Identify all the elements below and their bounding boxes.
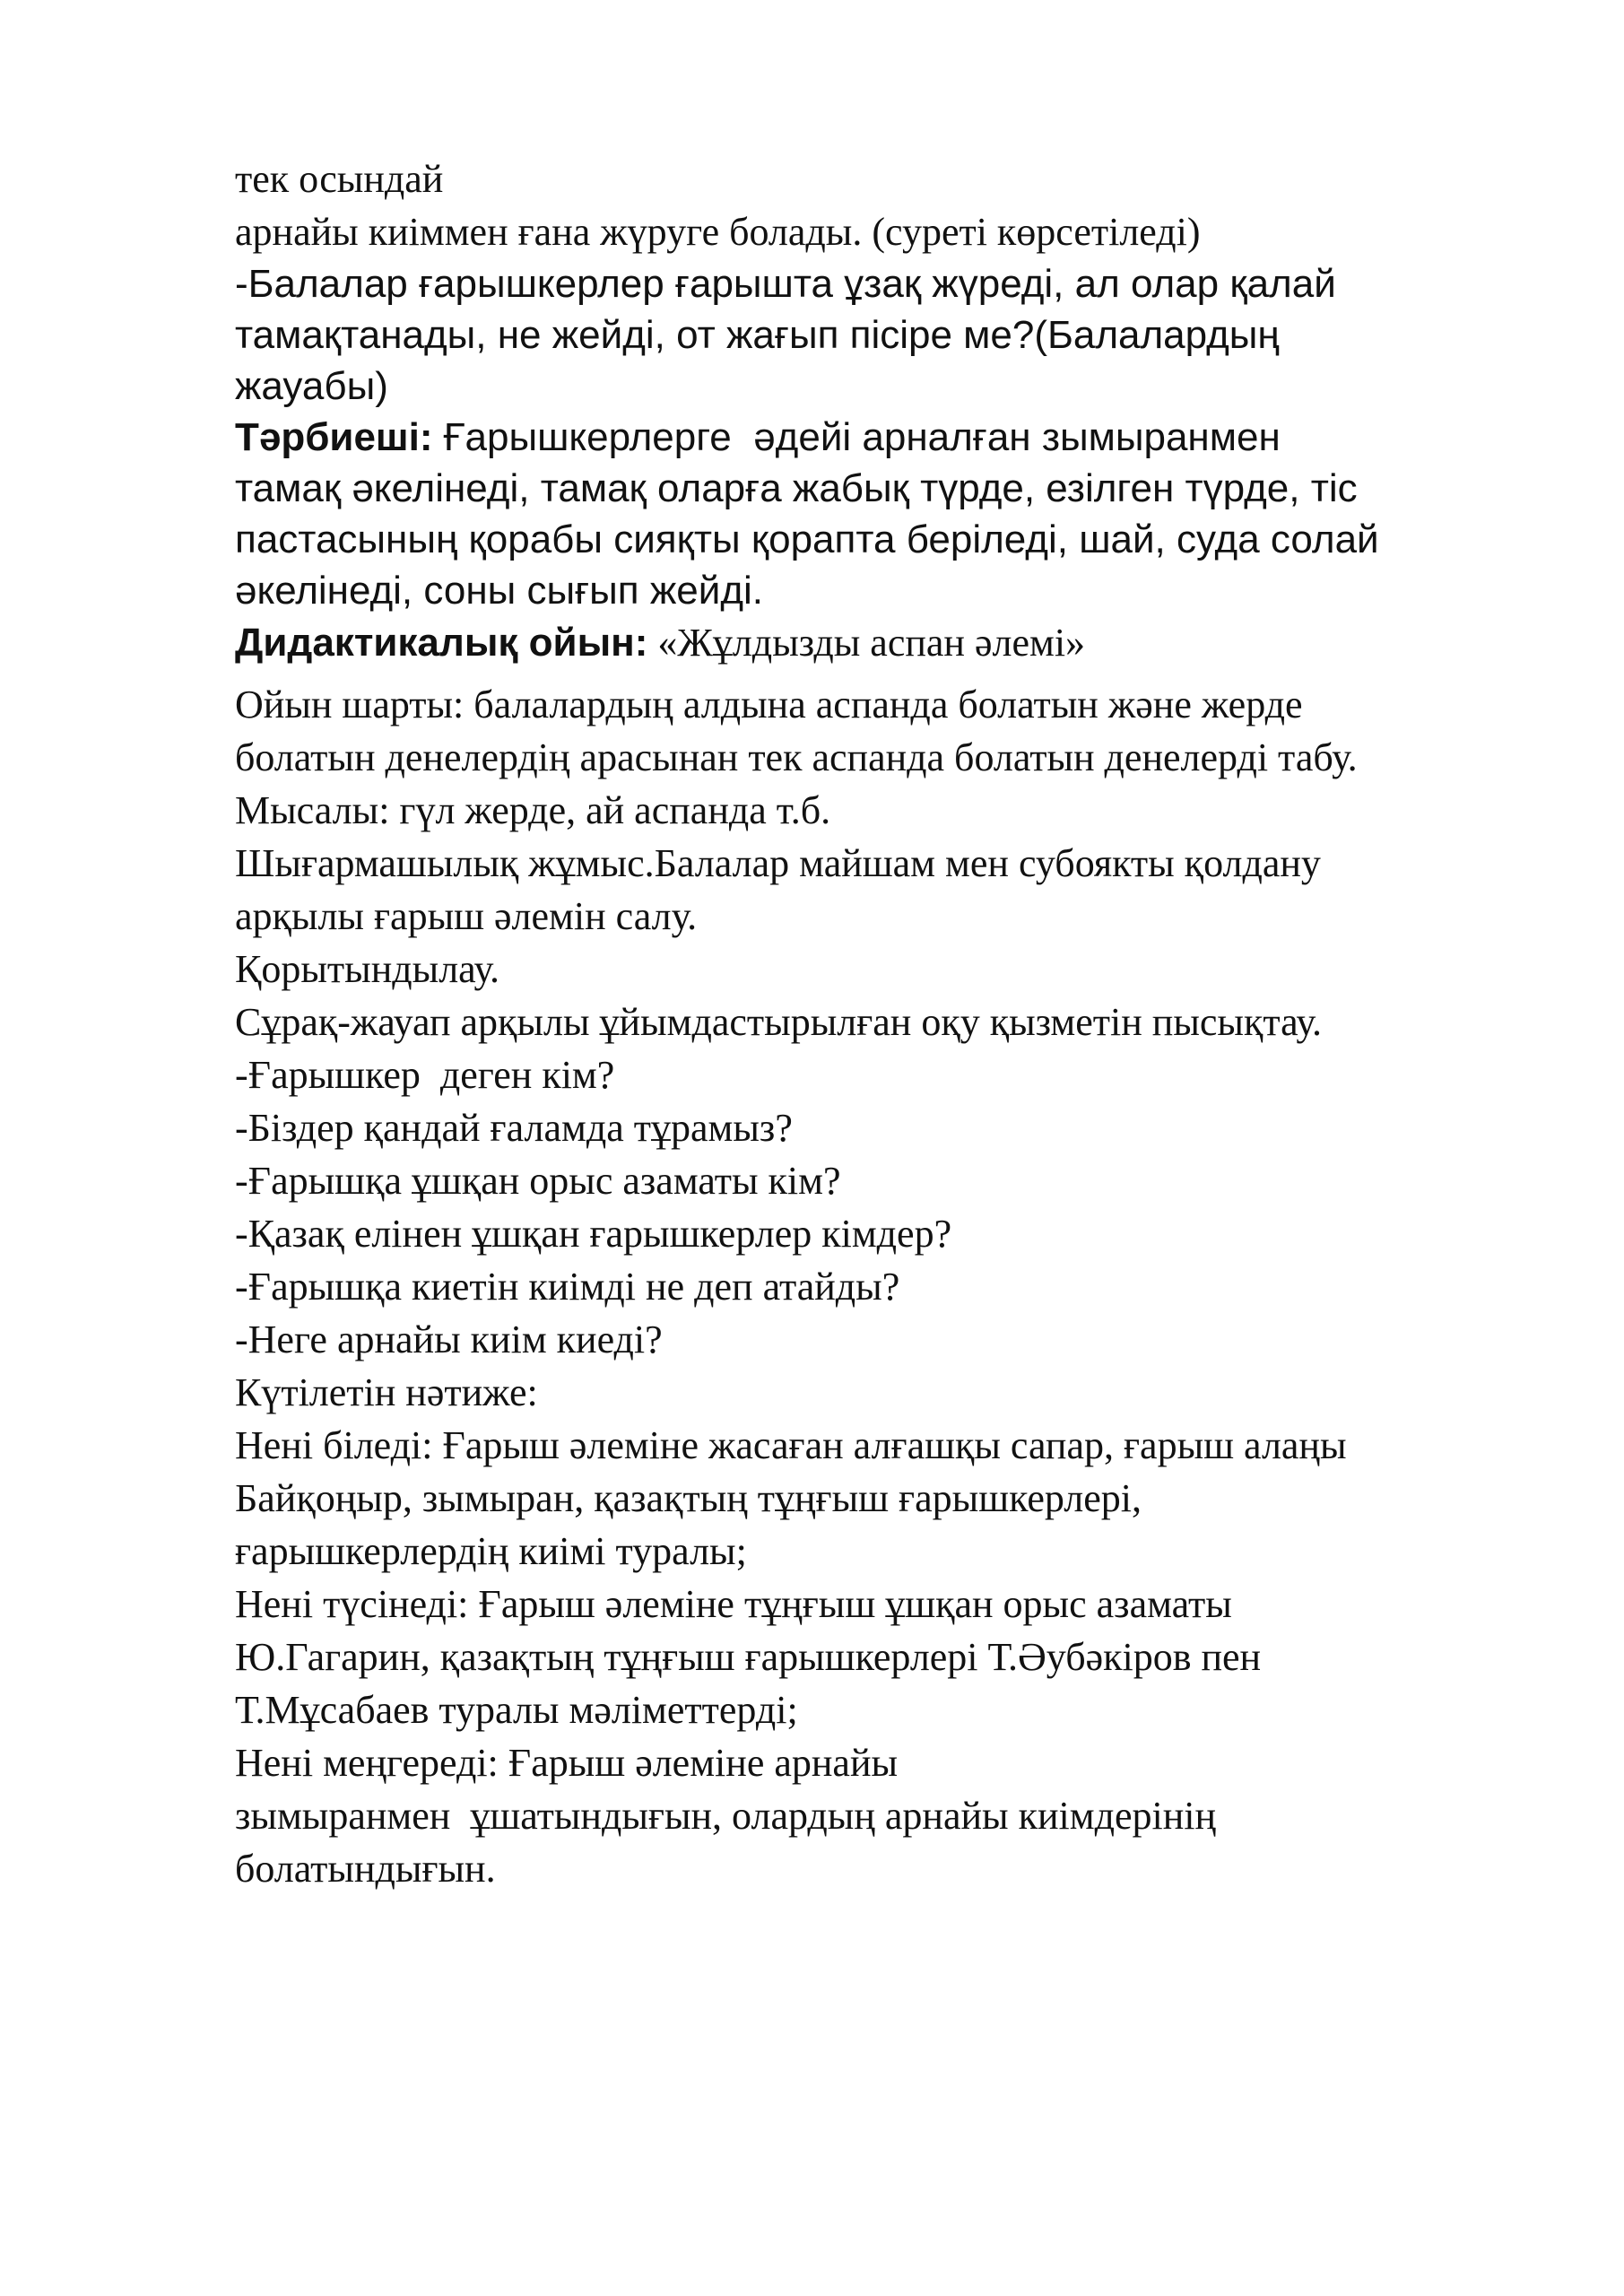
text-line: Нені түсінеді: Ғарыш әлеміне тұңғыш ұшқан орыс азаматы: [235, 1582, 1232, 1626]
body-text: [235, 678, 1544, 1895]
text-line: -Ғарышқа киетін киімді не деп атайды?: [235, 1265, 900, 1309]
text-line: -Біздер қандай ғаламда тұрамыз?: [235, 1106, 793, 1150]
text-line: болатындығын.: [235, 1847, 496, 1891]
text-line: пастасының қорабы сияқты қорапта беріледі, шай, суда солай: [235, 517, 1379, 561]
text-line: тек осындай: [235, 157, 444, 201]
text-line: тамақ әкелінеді, тамақ оларға жабық түрде, езілген түрде, тіс: [235, 466, 1358, 510]
text-line: Сұрақ-жауап арқылы ұйымдастырылған оқу қызметін пысықтау.: [235, 1000, 1323, 1044]
text-line: Т.Мұсабаев туралы мәліметтерді;: [235, 1688, 798, 1732]
text-line: Қорытындылау.: [235, 947, 500, 991]
text-line: жауабы): [235, 364, 388, 408]
document-body: [235, 152, 1544, 1895]
teacher-paragraph: [235, 412, 1544, 616]
game-title: «Жұлдызды аспан әлемі»: [647, 621, 1086, 665]
text-line: [235, 412, 1544, 463]
text-line: -Ғарышқа ұшқан орыс азаматы кім?: [235, 1159, 841, 1203]
teacher-label: Тәрбиеші:: [235, 415, 433, 459]
game-heading: [235, 616, 1544, 678]
text-line: Ойын шарты: балалардың алдына аспанда болатын және жерде: [235, 683, 1303, 726]
text-line: Нені біледі: Ғарыш әлеміне жасаған алғашқы сапар, ғарыш алаңы: [235, 1423, 1347, 1467]
text-line: -Неге арнайы киім киеді?: [235, 1318, 663, 1361]
teacher-text: Ғарышкерлерге әдейі арналған зымыранмен: [432, 415, 1281, 459]
text-line: -Ғарышкер деген кім?: [235, 1053, 615, 1097]
text-line: әкелінеді, соны сығып жейді.: [235, 569, 763, 613]
text-line: Ю.Гагарин, қазақтың тұңғыш ғарышкерлері Т.Әубәкіров пен: [235, 1635, 1262, 1679]
text-line: тамақтанады, не жейді, от жағып пісіре ме?(Балалардың: [235, 313, 1280, 357]
text-line: Шығармашылық жұмыс.Балалар майшам мен субоякты қолдану: [235, 841, 1321, 885]
text-line: Нені меңгереді: Ғарыш әлеміне арнайы: [235, 1741, 899, 1785]
text-line: арқылы ғарыш әлемін салу.: [235, 894, 698, 938]
game-label: Дидактикалық ойын:: [235, 621, 648, 665]
question-paragraph: [235, 258, 1544, 412]
text-line: -Қазақ елінен ұшқан ғарышкерлер кімдер?: [235, 1212, 952, 1256]
text-line: зымыранмен ұшатындығын, олардың арнайы киімдерінің: [235, 1794, 1217, 1838]
text-line: Байқоңыр, зымыран, қазақтың тұңғыш ғарышкерлері,: [235, 1476, 1142, 1520]
text-line: Мысалы: гүл жерде, ай аспанда т.б.: [235, 788, 831, 832]
text-line: болатын денелердің арасынан тек аспанда болатын денелерді табу.: [235, 735, 1358, 779]
text-line: ғарышкерлердің киімі туралы;: [235, 1529, 747, 1573]
text-line: -Балалар ғарышкерлер ғарышта ұзақ жүреді, ал олар қалай: [235, 262, 1336, 306]
text-line: арнайы киіммен ғана жүруге болады. (суреті көрсетіледі): [235, 210, 1201, 254]
text-line: Күтілетін нәтиже:: [235, 1370, 538, 1414]
